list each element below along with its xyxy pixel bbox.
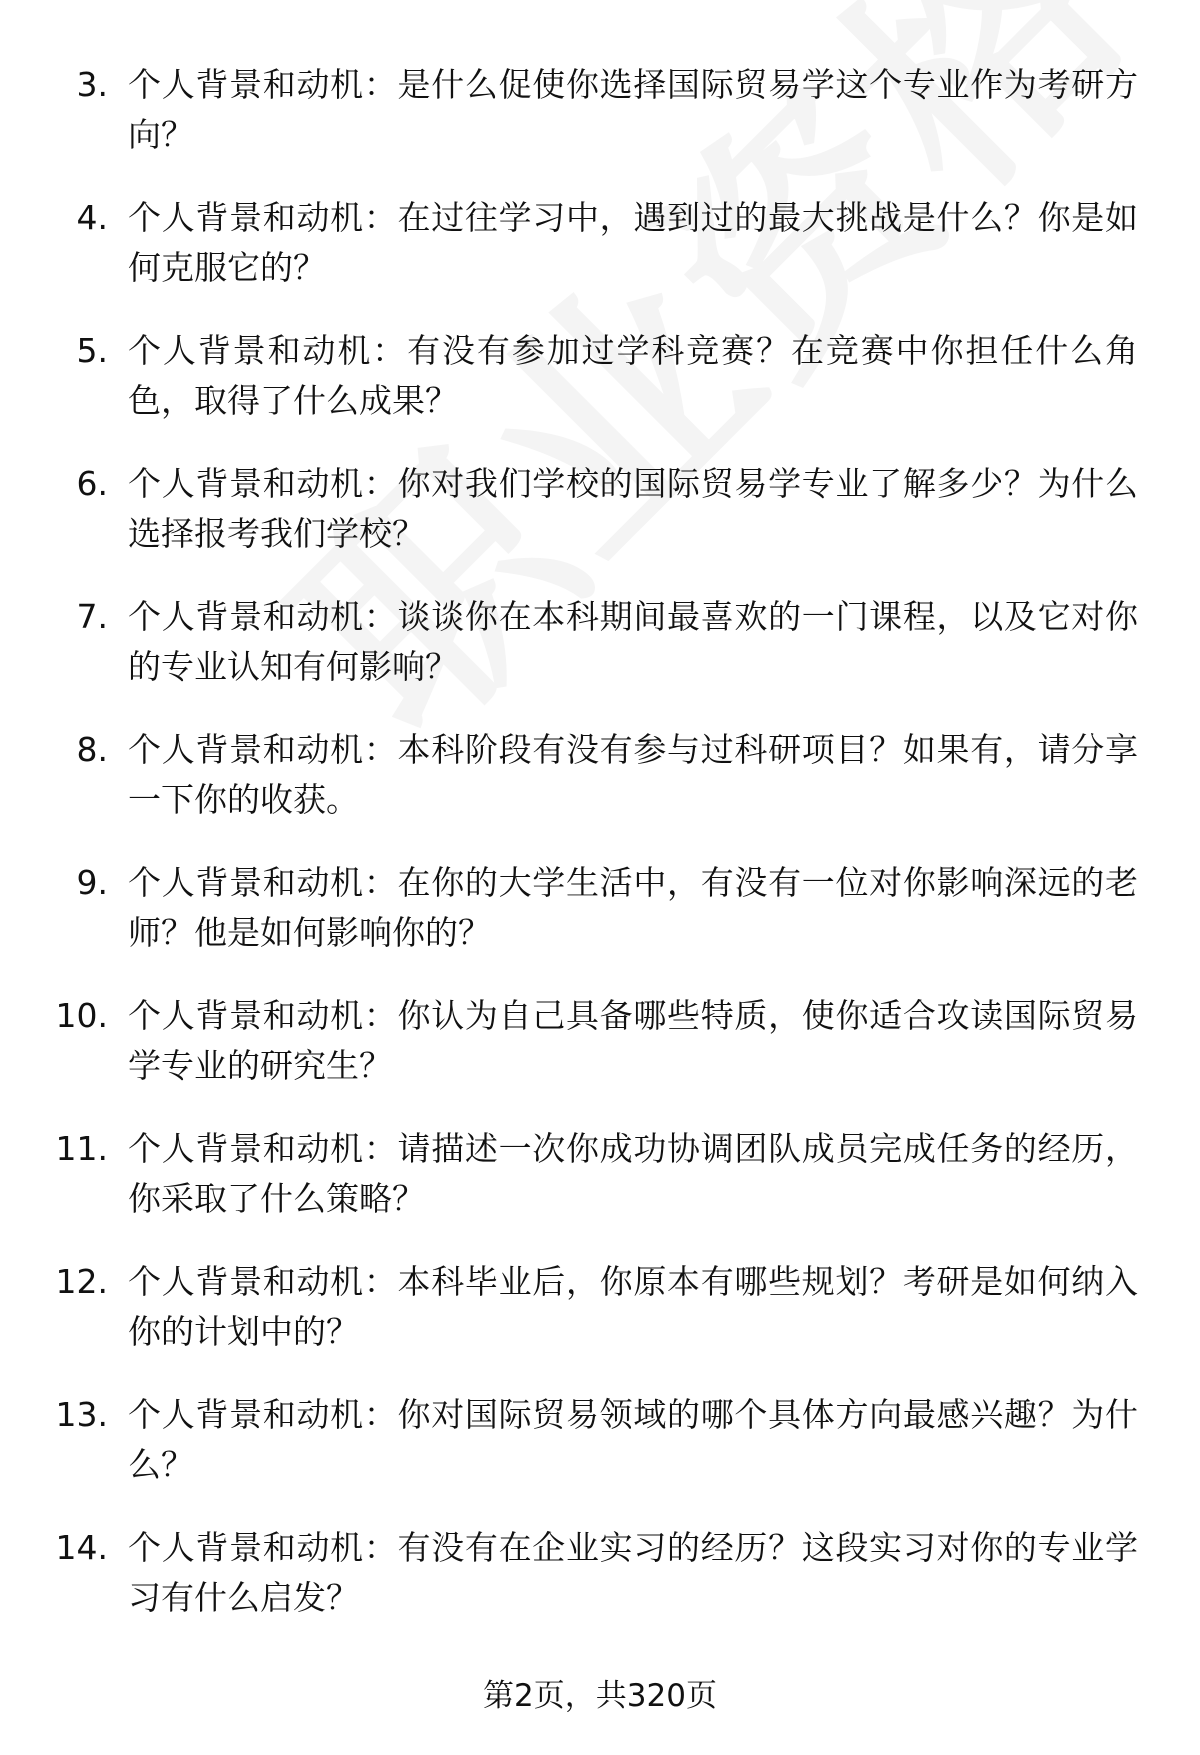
question-number: 13. [55,1395,108,1434]
question-item [0,1249,1200,1382]
question-number: 12. [55,1262,108,1301]
question-number: 4. [76,198,108,237]
question-item [0,52,1200,185]
question-number: 7. [76,597,108,636]
question-text: 个人背景和动机：本科毕业后，你原本有哪些规划？考研是如何纳入你的计划中的？ [128,1262,1138,1351]
question-item [0,717,1200,850]
question-item [0,1116,1200,1249]
question-number: 5. [76,331,108,370]
question-text: 个人背景和动机：你认为自己具备哪些特质，使你适合攻读国际贸易学专业的研究生？ [128,996,1138,1085]
question-text: 个人背景和动机：请描述一次你成功协调团队成员完成任务的经历，你采取了什么策略？ [128,1129,1138,1218]
question-item [0,1515,1200,1648]
question-number: 9. [76,863,108,902]
question-item [0,451,1200,584]
page-number-footer: 第2页，共320页 [483,1678,717,1714]
question-number: 8. [76,730,108,769]
question-text: 个人背景和动机：有没有参加过学科竞赛？在竞赛中你担任什么角色，取得了什么成果？ [128,331,1138,420]
question-number: 11. [55,1129,108,1168]
question-item [0,584,1200,717]
question-number: 6. [76,464,108,503]
question-text: 个人背景和动机：谈谈你在本科期间最喜欢的一门课程，以及它对你的专业认知有何影响？ [128,597,1138,686]
question-item [0,1382,1200,1515]
question-list [0,52,1200,1648]
question-number: 3. [76,65,108,104]
question-text: 个人背景和动机：你对我们学校的国际贸易学专业了解多少？为什么选择报考我们学校？ [128,464,1138,553]
question-number: 10. [55,996,108,1035]
question-text: 个人背景和动机：你对国际贸易领域的哪个具体方向最感兴趣？为什么？ [128,1395,1138,1484]
question-item [0,318,1200,451]
question-number: 14. [55,1528,108,1567]
question-item [0,185,1200,318]
question-text: 个人背景和动机：本科阶段有没有参与过科研项目？如果有，请分享一下你的收获。 [128,730,1138,819]
question-text: 个人背景和动机：有没有在企业实习的经历？这段实习对你的专业学习有什么启发？ [128,1528,1138,1617]
question-item [0,850,1200,983]
question-item [0,983,1200,1116]
question-text: 个人背景和动机：在你的大学生活中，有没有一位对你影响深远的老师？他是如何影响你的？ [128,863,1138,952]
question-text: 个人背景和动机：是什么促使你选择国际贸易学这个专业作为考研方向？ [128,65,1138,154]
question-text: 个人背景和动机：在过往学习中，遇到过的最大挑战是什么？你是如何克服它的？ [128,198,1138,287]
